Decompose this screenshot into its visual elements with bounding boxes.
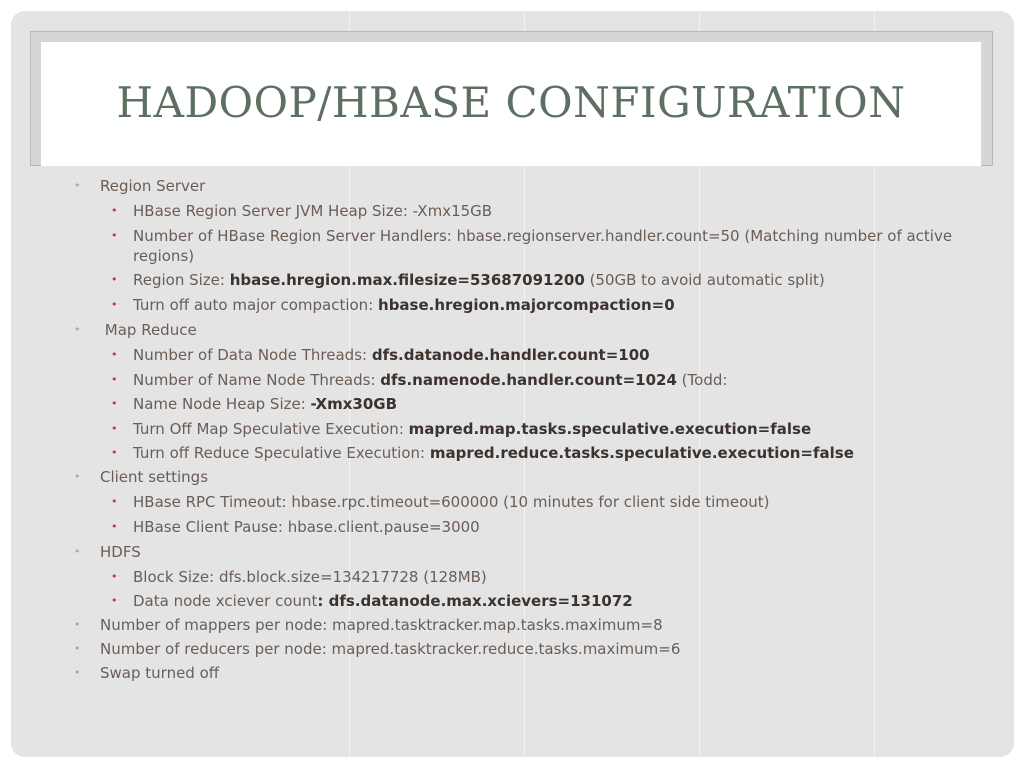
bullet-rs-handlers: • Number of HBase Region Server Handlers: hbase.regionserver.handler.count=50 (Matching number of active regions) bbox=[111, 227, 953, 265]
bullet-dot-icon: • bbox=[111, 594, 118, 607]
bullet-dot-icon: • bbox=[111, 570, 118, 583]
slide-title: HADOOP/HBASE CONFIGURATION bbox=[116, 78, 906, 127]
bullet-map-speculative: • Turn Off Map Speculative Execution: mapred.map.tasks.speculative.execution=false bbox=[111, 420, 812, 438]
bullet-dot-icon: • bbox=[111, 273, 118, 286]
bullet-dot-icon: • bbox=[111, 229, 118, 242]
bullet-rpc-timeout: • HBase RPC Timeout: hbase.rpc.timeout=600000 (10 minutes for client side timeout) bbox=[111, 493, 770, 511]
bullet-dot-icon: • bbox=[111, 422, 118, 435]
bullet-dot-icon: • bbox=[74, 470, 81, 483]
bullet-dot-icon: • bbox=[111, 397, 118, 410]
bullet-mappers: • Number of mappers per node: mapred.tasktracker.map.tasks.maximum=8 bbox=[74, 616, 663, 634]
bullet-major-compaction: • Turn off auto major compaction: hbase.hregion.majorcompaction=0 bbox=[111, 296, 675, 314]
bullet-dot-icon: • bbox=[74, 642, 81, 655]
title-box bbox=[41, 42, 981, 166]
bullet-hdfs: • HDFS bbox=[74, 543, 141, 561]
bullet-client-pause: • HBase Client Pause: hbase.client.pause=3000 bbox=[111, 518, 480, 536]
bullet-reduce-speculative: • Turn off Reduce Speculative Execution: mapred.reduce.tasks.speculative.execution=false bbox=[111, 444, 854, 462]
bullet-xcievers: • Data node xciever count: dfs.datanode.max.xcievers=131072 bbox=[111, 592, 633, 610]
bullet-map-reduce: • Map Reduce bbox=[74, 321, 197, 339]
bullet-dot-icon: • bbox=[111, 204, 118, 217]
bullet-client-settings: • Client settings bbox=[74, 468, 209, 486]
bullet-dot-icon: • bbox=[111, 373, 118, 386]
bullet-dot-icon: • bbox=[111, 348, 118, 361]
slide-panel bbox=[11, 11, 1014, 757]
bullet-dot-icon: • bbox=[111, 298, 118, 311]
bullet-dot-icon: • bbox=[74, 666, 81, 679]
bullet-dot-icon: • bbox=[74, 618, 81, 631]
bullet-dot-icon: • bbox=[74, 545, 81, 558]
bullet-block-size: • Block Size: dfs.block.size=134217728 (128MB) bbox=[111, 568, 487, 586]
bullet-dot-icon: • bbox=[111, 520, 118, 533]
bullet-dot-icon: • bbox=[74, 179, 81, 192]
bullet-nn-heap: • Name Node Heap Size: -Xmx30GB bbox=[111, 395, 398, 413]
bullet-reducers: • Number of reducers per node: mapred.tasktracker.reduce.tasks.maximum=6 bbox=[74, 640, 681, 658]
bullet-nn-threads: • Number of Name Node Threads: dfs.namenode.handler.count=1024 (Todd: bbox=[111, 371, 728, 389]
bullet-dot-icon: • bbox=[111, 495, 118, 508]
bullet-dot-icon: • bbox=[111, 446, 118, 459]
bullet-region-size: • Region Size: hbase.hregion.max.filesize=53687091200 (50GB to avoid automatic split) bbox=[111, 271, 825, 289]
bullet-swap: • Swap turned off bbox=[74, 664, 220, 682]
bullet-dn-threads: • Number of Data Node Threads: dfs.datanode.handler.count=100 bbox=[111, 346, 650, 364]
bullet-dot-icon: • bbox=[74, 323, 81, 336]
bullet-region-server: • Region Server bbox=[74, 177, 206, 195]
bullet-rs-heap: • HBase Region Server JVM Heap Size: -Xmx15GB bbox=[111, 202, 493, 220]
